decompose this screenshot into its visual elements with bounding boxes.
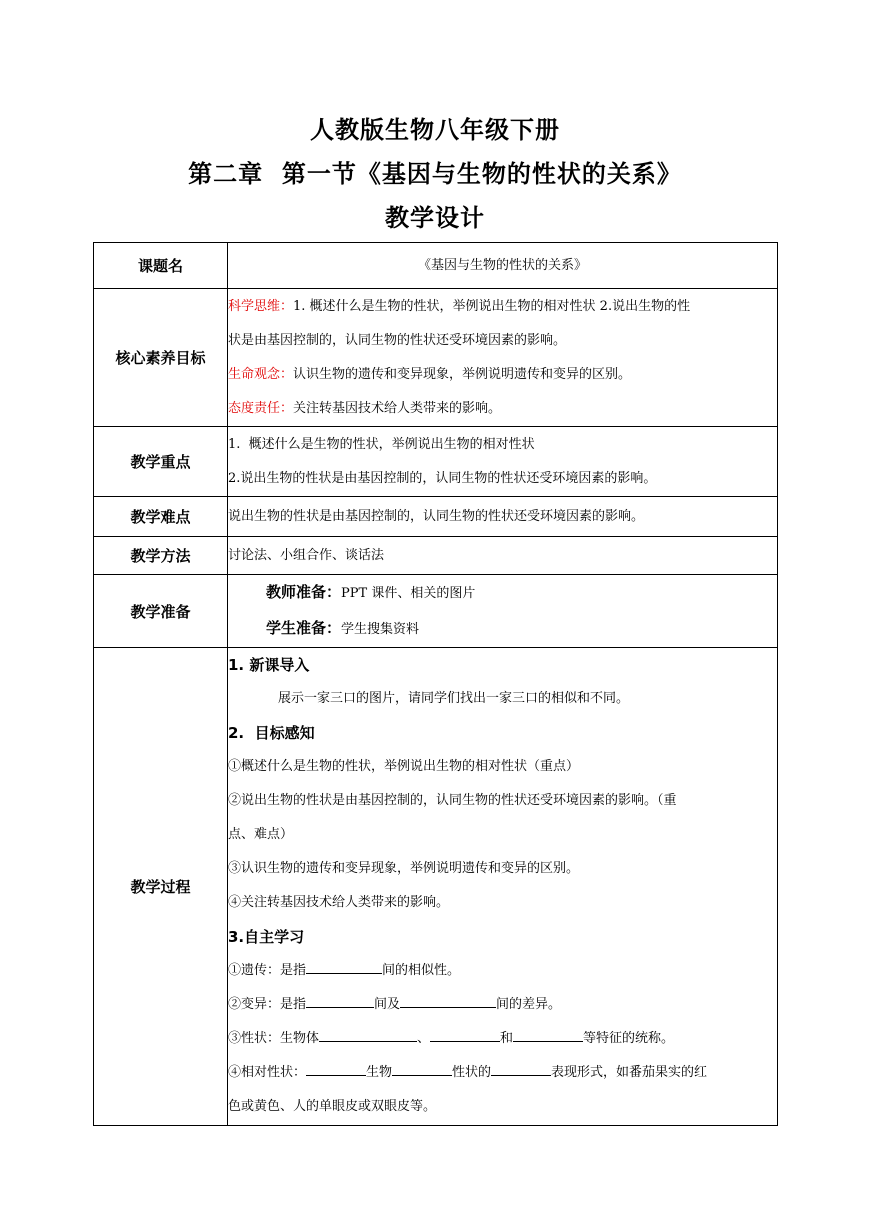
q3-blank-3 [513, 1027, 583, 1042]
preparation-content [228, 575, 778, 648]
row-goals [94, 289, 778, 427]
method-label: 教学方法 [94, 537, 228, 575]
q2-suffix: 间的差异。 [496, 997, 562, 1012]
goal-item-1: ①概述什么是生物的性状，举例说出生物的相对性状（重点） [228, 759, 580, 774]
goal-science [228, 290, 777, 324]
key-points-label: 教学重点 [94, 427, 228, 497]
q4-suffix: 表现形式，如番茄果实的红 [551, 1065, 708, 1080]
question-variation [228, 988, 777, 1022]
q3-prefix: ③性状：生物体 [228, 1031, 320, 1046]
q2-prefix: ②变异：是指 [228, 997, 307, 1012]
goal-life-text: 认识生物的遗传和变异现象，举例说明遗传和变异的区别。 [293, 366, 632, 382]
q4-blank-1 [306, 1061, 366, 1076]
q3-blank-2 [430, 1027, 500, 1042]
q2-blank-1 [306, 993, 374, 1008]
section-goals-title: 2. 目标感知 [228, 724, 315, 742]
difficulty-value: 说出生物的性状是由基因控制的，认同生物的性状还受环境因素的影响。 [228, 497, 778, 537]
teacher-prep-key: 教师准备： [266, 583, 342, 601]
title-line-3: 教学设计 [385, 204, 485, 232]
row-topic [94, 243, 778, 289]
row-preparation [94, 575, 778, 648]
goal-science-cont: 状是由基因控制的，认同生物的性状还受环境因素的影响。 [228, 332, 567, 348]
section-intro-title: 1. 新课导入 [228, 656, 310, 674]
student-prep-key: 学生准备： [266, 619, 342, 637]
q4-blank-3 [491, 1061, 551, 1076]
goal-life [228, 358, 777, 392]
teacher-prep [228, 575, 777, 611]
goal-attitude [228, 392, 777, 426]
q3-sep: 、 [417, 1031, 431, 1046]
row-difficulty [94, 497, 778, 537]
section-intro-text: 展示一家三口的图片，请同学们找出一家三口的相似和不同。 [278, 691, 630, 706]
student-prep [228, 611, 777, 647]
goal-attitude-key: 态度责任： [228, 400, 294, 416]
goal-item-2b: 点、难点） [228, 827, 294, 842]
q4-blank-2 [392, 1061, 452, 1076]
row-process [94, 648, 778, 1126]
goals-label: 核心素养目标 [94, 289, 228, 427]
q1-blank [306, 959, 382, 974]
section-self-study-title: 3.自主学习 [228, 928, 305, 946]
q1-prefix: ①遗传：是指 [228, 963, 307, 978]
goal-science-text: 1. 概述什么是生物的性状，举例说出生物的相对性状 2.说出生物的性 [293, 298, 691, 314]
q1-suffix: 间的相似性。 [382, 963, 461, 978]
teacher-prep-value: PPT 课件、相关的图片 [341, 586, 476, 601]
question-relative-trait [228, 1056, 777, 1090]
q3-suffix: 等特征的统称。 [583, 1031, 675, 1046]
q2-blank-2 [400, 993, 496, 1008]
q4-trait: 性状的 [452, 1065, 492, 1080]
key-points-content [228, 427, 778, 497]
question-heredity [228, 954, 777, 988]
method-value: 讨论法、小组合作、谈话法 [228, 537, 778, 575]
q4-prefix: ④相对性状： [228, 1065, 307, 1080]
q3-blank-1 [319, 1027, 417, 1042]
key-point-1: 1. 概述什么是生物的性状，举例说出生物的相对性状 [228, 436, 535, 452]
process-label: 教学过程 [94, 648, 228, 1126]
document-title [0, 108, 870, 240]
topic-value: 《基因与生物的性状的关系》 [228, 243, 778, 289]
goals-content [228, 289, 778, 427]
title-line-2: 第二章 第一节《基因与生物的性状的关系》 [188, 160, 682, 188]
topic-label: 课题名 [94, 243, 228, 289]
preparation-label: 教学准备 [94, 575, 228, 648]
goal-item-4: ④关注转基因技术给人类带来的影响。 [228, 895, 450, 910]
title-line-1: 人教版生物八年级下册 [310, 116, 560, 144]
q2-mid: 间及 [374, 997, 401, 1012]
goal-attitude-text: 关注转基因技术给人类带来的影响。 [293, 400, 502, 416]
row-method [94, 537, 778, 575]
question-trait [228, 1022, 777, 1056]
goal-item-2a: ②说出生物的性状是由基因控制的，认同生物的性状还受环境因素的影响。（重 [228, 793, 677, 808]
key-point-2: 2.说出生物的性状是由基因控制的，认同生物的性状还受环境因素的影响。 [228, 470, 657, 486]
student-prep-value: 学生搜集资料 [341, 622, 420, 637]
question-relative-trait-cont: 色或黄色、人的单眼皮或双眼皮等。 [228, 1099, 437, 1114]
lesson-plan-table [93, 242, 778, 1126]
q4-organism: 生物 [366, 1065, 393, 1080]
q3-and: 和 [500, 1031, 514, 1046]
goal-life-key: 生命观念： [228, 366, 294, 382]
process-content [228, 648, 778, 1126]
goal-science-key: 科学思维： [228, 298, 294, 314]
difficulty-label: 教学难点 [94, 497, 228, 537]
row-key-points [94, 427, 778, 497]
goal-item-3: ③认识生物的遗传和变异现象，举例说明遗传和变异的区别。 [228, 861, 580, 876]
